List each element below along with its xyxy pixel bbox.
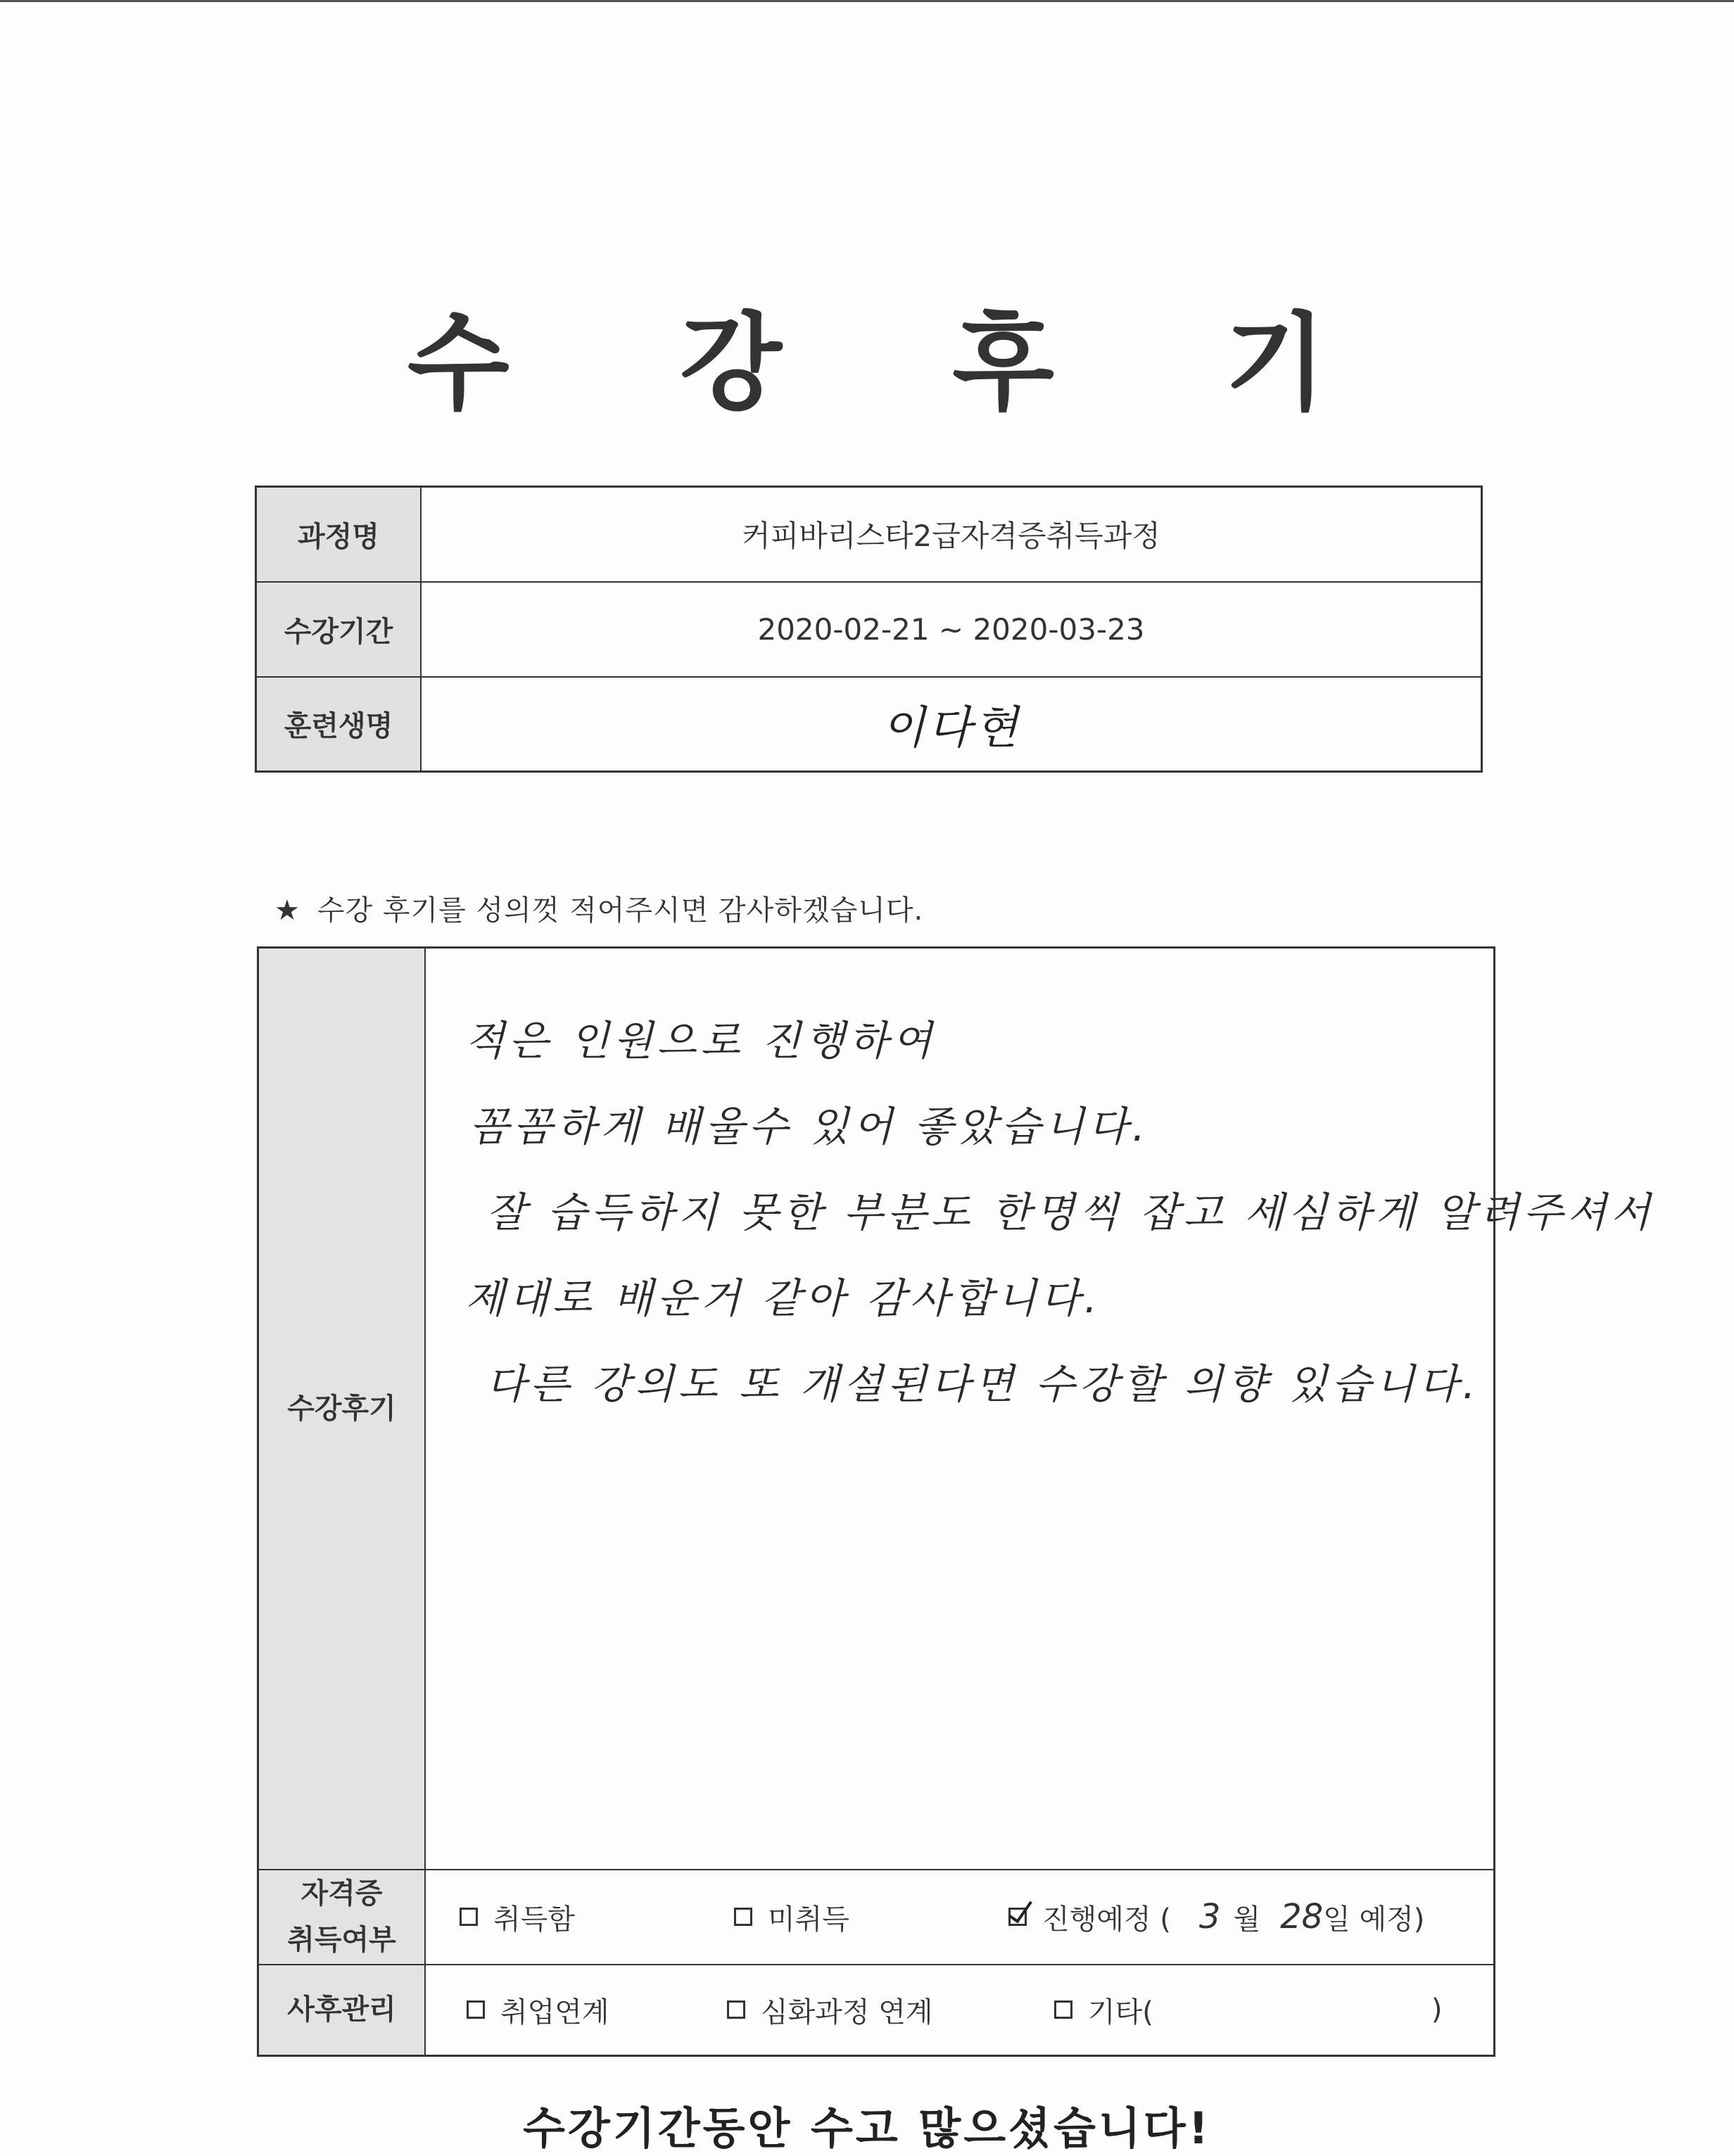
certificate-status-label: 자격증 취득여부 bbox=[258, 1870, 426, 1965]
checkbox-icon[interactable] bbox=[467, 2000, 485, 2019]
option-not-acquired[interactable]: 미취득 bbox=[734, 1897, 1008, 1937]
instruction-note bbox=[274, 888, 923, 928]
closing-message: 수강기간동안 수고 많으셨습니다! bbox=[523, 2103, 1211, 2154]
period-value: 2020-02-21 ~ 2020-03-23 bbox=[421, 582, 1482, 677]
review-line: 제대로 배운거 같아 감사합니다. bbox=[465, 1274, 1102, 1322]
review-line: 잘 습득하지 못한 부분도 한명씩 잡고 세심하게 알려주셔서 bbox=[486, 1188, 1654, 1236]
review-line: 꼼꼼하게 배울수 있어 좋았습니다. bbox=[469, 1103, 1150, 1150]
review-line: 적은 인원으로 진행하여 bbox=[465, 1017, 937, 1065]
checkbox-icon[interactable] bbox=[727, 2000, 745, 2019]
trainee-name-label: 훈련생명 bbox=[256, 677, 422, 772]
period-label: 수강기간 bbox=[256, 582, 422, 677]
planned-day: 28 bbox=[1280, 1897, 1324, 1936]
option-other[interactable]: 기타( ) bbox=[1054, 1990, 1443, 2030]
aftercare-options bbox=[425, 1965, 1495, 2056]
course-name-value: 커피바리스타2급자격증취득과정 bbox=[421, 487, 1482, 582]
option-job-link[interactable]: 취업연계 bbox=[467, 1990, 727, 2030]
checkbox-icon[interactable] bbox=[734, 1908, 752, 1926]
option-in-progress[interactable]: 진행예정 ( 3 월 28 일 예정) bbox=[1008, 1897, 1424, 1937]
certificate-status-options bbox=[425, 1870, 1495, 1965]
checkbox-icon[interactable] bbox=[460, 1908, 478, 1926]
checkbox-icon[interactable] bbox=[1054, 2000, 1072, 2019]
top-border-line bbox=[0, 0, 1734, 2]
course-name-label: 과정명 bbox=[256, 487, 422, 582]
review-body bbox=[425, 948, 1654, 1870]
star-icon: ★ bbox=[274, 894, 300, 927]
page-title: 수 강 후 기 bbox=[407, 303, 1394, 425]
review-text bbox=[465, 1015, 1654, 1445]
course-info-table bbox=[255, 486, 1483, 773]
review-table bbox=[257, 946, 1654, 2057]
option-acquired[interactable]: 취득함 bbox=[460, 1897, 734, 1937]
trainee-name-value: 이다현 bbox=[421, 677, 1482, 772]
aftercare-label: 사후관리 bbox=[258, 1965, 426, 2056]
planned-month: 3 bbox=[1198, 1897, 1221, 1936]
option-advanced-course[interactable]: 심화과정 연계 bbox=[727, 1990, 1054, 2030]
checked-checkbox-icon[interactable] bbox=[1008, 1908, 1027, 1926]
review-label: 수강후기 bbox=[258, 948, 426, 1870]
review-line: 다른 강의도 또 개설된다면 수강할 의향 있습니다. bbox=[486, 1360, 1480, 1408]
instruction-text: 수강 후기를 성의껏 적어주시면 감사하겠습니다. bbox=[317, 894, 924, 927]
